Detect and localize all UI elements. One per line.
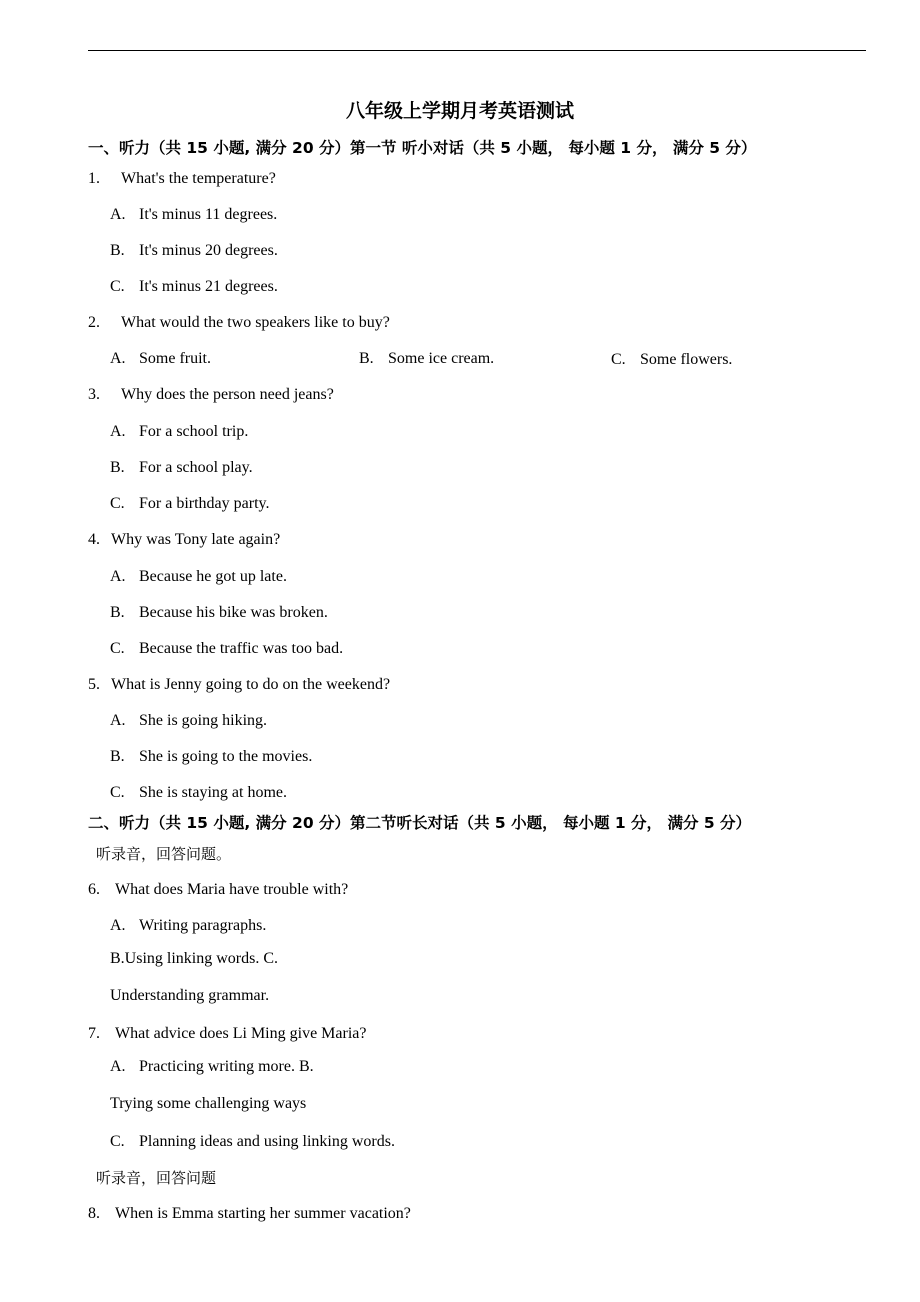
option-text: For a school trip. [139,423,249,440]
q1-option-a [110,205,277,225]
q3-option-b [110,458,253,478]
option-text: Some flowers. [640,351,733,368]
option-label: A. [110,568,126,585]
option-label: C. [611,351,626,368]
option-text: It's minus 20 degrees. [139,242,278,259]
option-label: B. [110,748,125,765]
question-text: What's the temperature? [121,170,276,187]
option-text: Because the traffic was too bad. [139,640,344,657]
option-label: B. [110,459,125,476]
question-number: 7. [88,1025,100,1042]
question-text: What advice does Li Ming give Maria? [115,1025,367,1042]
option-text: She is going to the movies. [139,748,313,765]
q4-option-b [110,603,328,623]
q2-option-a [110,349,211,369]
option-text: Practicing writing more. B. [139,1058,314,1075]
option-text: Some fruit. [139,350,211,367]
q6-option-a [110,916,266,936]
question-text: What would the two speakers like to buy? [121,314,390,331]
q7-option-a [110,1057,314,1077]
section2-heading: 二、听力（共 15 小题, 满分 20 分）第二节听长对话（共 5 小题， 每小题 1 分， 满分 5 分） [88,814,752,832]
option-label: B. [110,604,125,621]
option-text: It's minus 21 degrees. [139,278,278,295]
option-label: A. [110,350,126,367]
option-label: A. [110,206,126,223]
question-number: 1. [88,170,100,187]
section2-instruction-1: 听录音，回答问题。 [96,845,232,863]
q6-option-b-line: B.Using linking words. C. [110,950,279,967]
option-label: A. [110,712,126,729]
section2-instruction-2: 听录音，回答问题 [96,1169,217,1187]
option-label: C. [110,278,125,295]
question-2 [88,313,390,333]
option-label: B. [110,242,125,259]
q7-option-c [110,1132,395,1152]
question-number: 2. [88,314,100,331]
option-text: For a birthday party. [139,495,270,512]
question-8 [88,1204,411,1224]
option-text: Writing paragraphs. [139,917,267,934]
question-number: 6. [88,881,100,898]
option-label: A. [110,423,126,440]
question-1 [88,169,276,189]
q6-option-c-text: Understanding grammar. [110,987,270,1004]
option-label: C. [110,640,125,657]
option-text: She is staying at home. [139,784,287,801]
question-text: Why does the person need jeans? [121,386,334,403]
q3-option-a [110,422,248,442]
option-text: She is going hiking. [139,712,268,729]
question-text: What does Maria have trouble with? [115,881,349,898]
option-label: C. [110,1133,125,1150]
question-number: 3. [88,386,100,403]
question-7 [88,1024,366,1044]
section1-heading: 一、听力（共 15 小题, 满分 20 分）第一节 听小对话（共 5 小题， 每小题 1 分， 满分 5 分） [88,139,757,157]
q2-option-c [611,350,732,370]
option-text: It's minus 11 degrees. [139,206,278,223]
q4-option-c [110,639,343,659]
question-6 [88,880,348,900]
question-5 [88,675,390,695]
option-label: B. [359,350,374,367]
option-text: Some ice cream. [388,350,495,367]
question-number: 5. [88,676,100,693]
option-label: C. [110,495,125,512]
option-label: C. [110,784,125,801]
page-title: 八年级上学期月考英语测试 [345,100,574,122]
question-text: What is Jenny going to do on the weekend? [111,676,391,693]
q2-option-b [359,349,494,369]
q4-option-a [110,567,287,587]
question-4 [88,530,280,550]
question-text: When is Emma starting her summer vacation? [115,1205,411,1222]
option-label: A. [110,1058,126,1075]
option-label: A. [110,917,126,934]
question-number: 4. [88,531,100,548]
option-text: Because his bike was broken. [139,604,328,621]
q5-option-a [110,711,267,731]
question-number: 8. [88,1205,100,1222]
question-3 [88,385,334,405]
q3-option-c [110,494,269,514]
header-rule [88,50,866,51]
option-text: Because he got up late. [139,568,287,585]
question-text: Why was Tony late again? [111,531,281,548]
q5-option-c [110,783,287,803]
option-text: Planning ideas and using linking words. [139,1133,395,1150]
q7-option-b-text: Trying some challenging ways [110,1095,307,1112]
option-text: For a school play. [139,459,253,476]
q1-option-b [110,241,278,261]
q5-option-b [110,747,312,767]
q1-option-c [110,277,278,297]
